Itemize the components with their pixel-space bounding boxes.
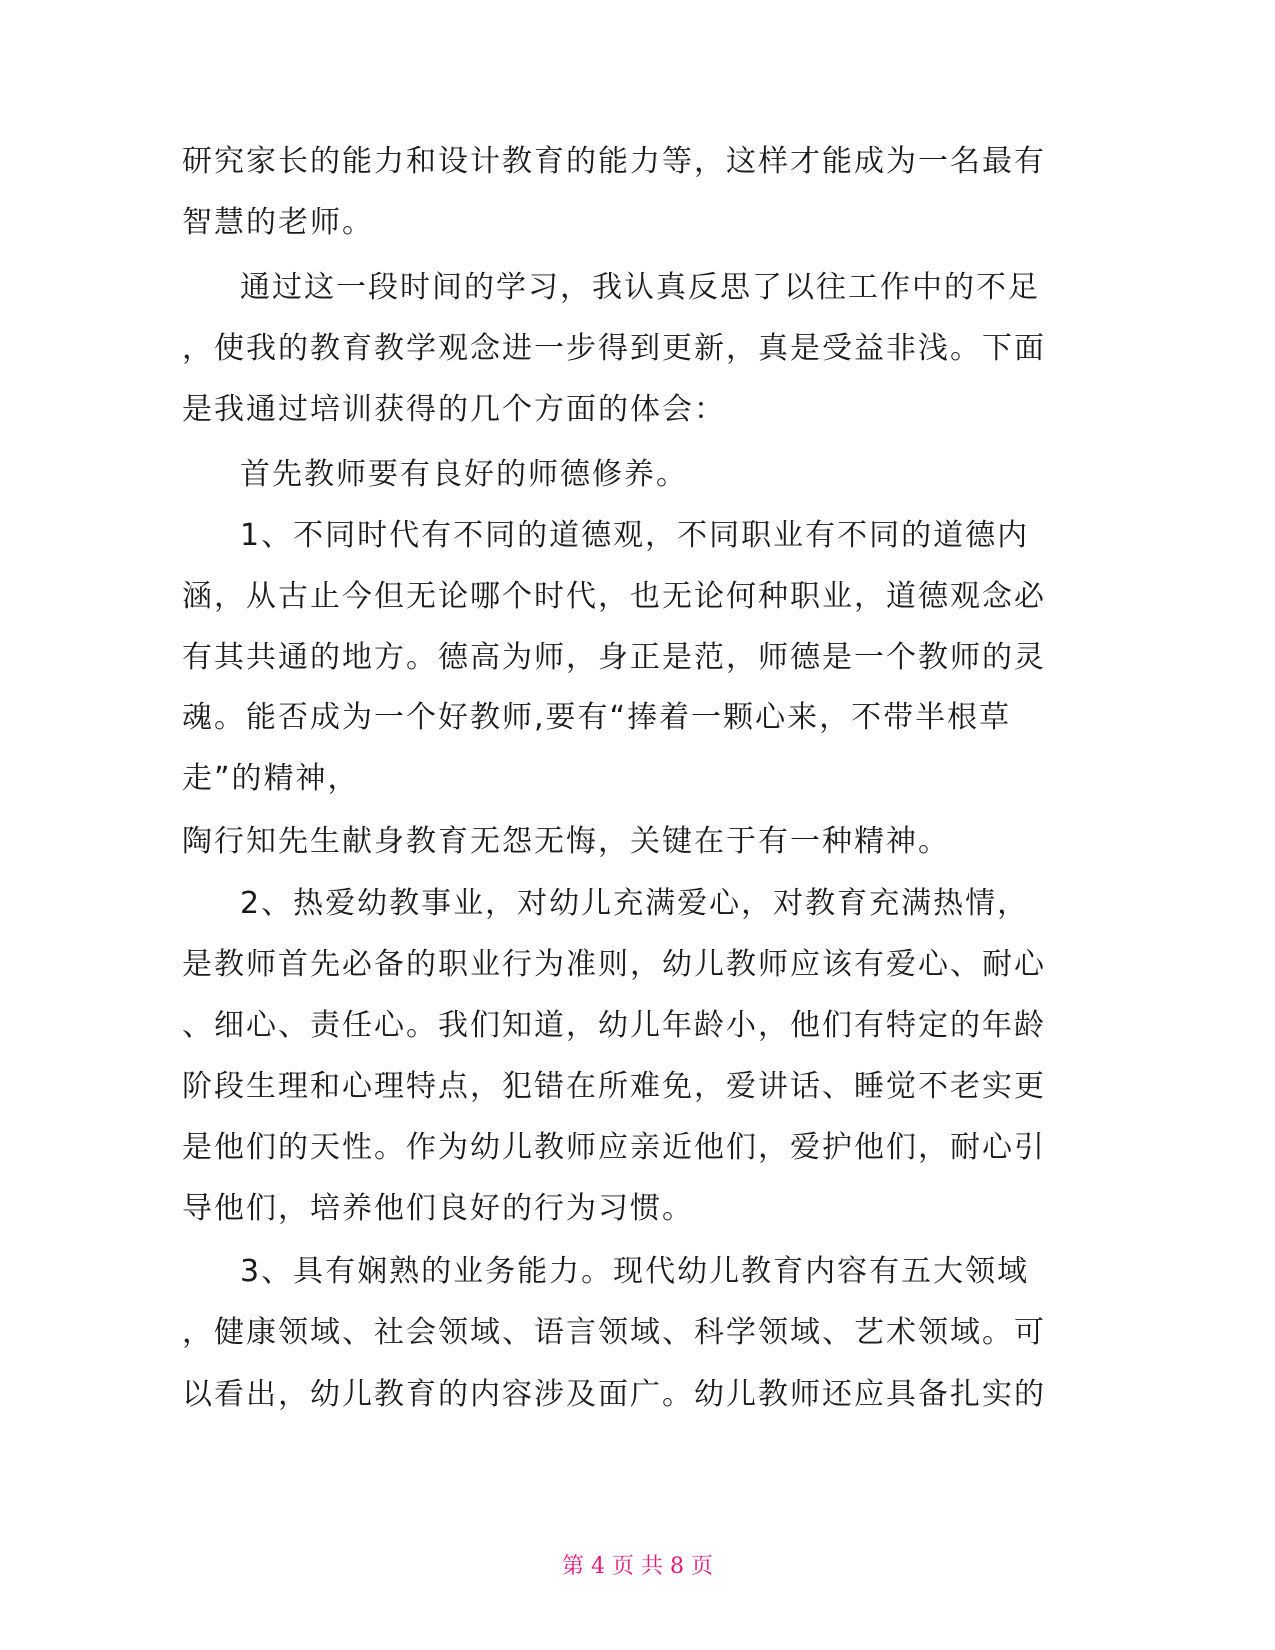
text-line: 是我通过培训获得的几个方面的体会： [182, 392, 726, 427]
text-line: 走”的精神， [182, 761, 360, 796]
text-line: 阶段生理和心理特点，犯错在所难免，爱讲话、睡觉不老实更 [182, 1069, 1046, 1104]
text-line: 是教师首先必备的职业行为准则，幼儿教师应该有爱心、耐心 [182, 947, 1046, 982]
text-line: 2、热爱幼教事业，对幼儿充满爱心，对教育充满热情， [240, 886, 1030, 921]
text-line: 以看出，幼儿教育的内容涉及面广。幼儿教师还应具备扎实的 [182, 1377, 1046, 1412]
text-line: 智慧的老师。 [182, 205, 374, 240]
text-line: ，健康领域、社会领域、语言领域、科学领域、艺术领域。可 [182, 1315, 1046, 1350]
text-line: 有其共通的地方。德高为师，身正是范，师德是一个教师的灵 [182, 640, 1046, 675]
text-line: 研究家长的能力和设计教育的能力等，这样才能成为一名最有 [182, 144, 1046, 179]
text-line: 首先教师要有良好的师德修养。 [240, 457, 688, 492]
text-line: 通过这一段时间的学习，我认真反思了以往工作中的不足 [240, 270, 1040, 305]
text-line: 是他们的天性。作为幼儿教师应亲近他们，爱护他们，耐心引 [182, 1130, 1046, 1165]
text-line: 1、不同时代有不同的道德观，不同职业有不同的道德内 [240, 518, 1030, 553]
text-line: ，使我的教育教学观念进一步得到更新，真是受益非浅。下面 [182, 331, 1046, 366]
text-line: 导他们，培养他们良好的行为习惯。 [182, 1191, 694, 1226]
text-line: 、细心、责任心。我们知道，幼儿年龄小，他们有特定的年龄 [182, 1008, 1046, 1043]
text-line: 魂。能否成为一个好教师,要有“捧着一颗心来，不带半根草 [182, 700, 1012, 735]
text-line: 陶行知先生献身教育无怨无悔，关键在于有一种精神。 [182, 824, 950, 859]
page-number-footer: 第 4 页 共 8 页 [562, 1554, 713, 1579]
text-line: 涵，从古止今但无论哪个时代，也无论何种职业，道德观念必 [182, 579, 1046, 614]
text-line: 3、具有娴熟的业务能力。现代幼儿教育内容有五大领域 [240, 1254, 1030, 1289]
